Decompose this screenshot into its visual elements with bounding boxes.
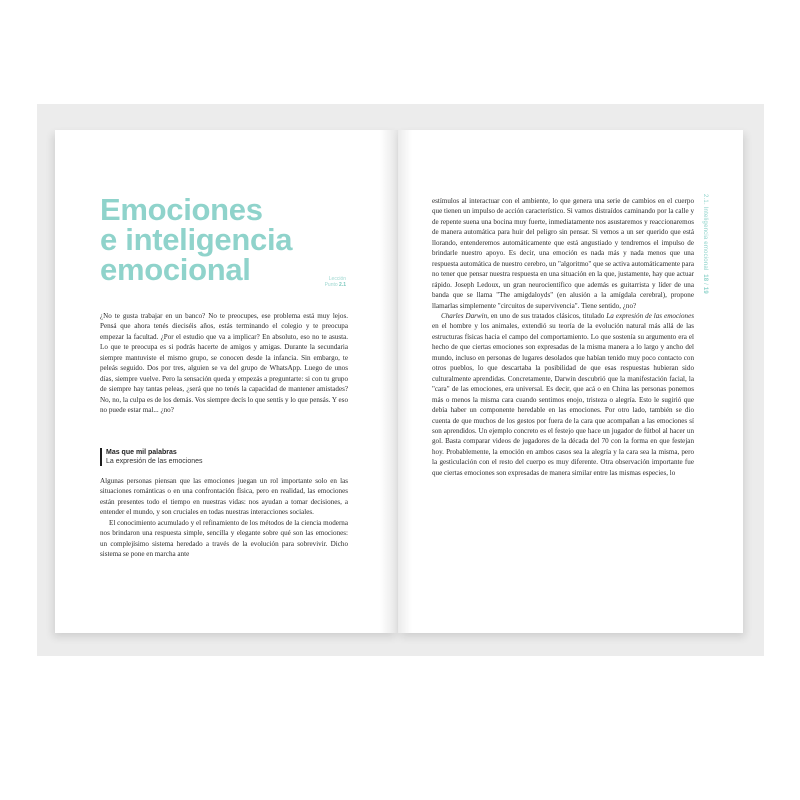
lesson-label: Lección <box>328 276 346 282</box>
lesson-point <box>302 282 346 288</box>
body-paragraph: Algunas personas piensan que las emociones juegan un rol importante solo en las situaciones románticas o en una confrontación física, pero en realidad, las emociones están presentes todo el tiempo en nuestras vidas: nos ayudan a tomar decisiones, a entender el mundo, y son cruciales en todas nuestras interacciones sociales. <box>100 477 348 517</box>
running-header-text <box>702 194 708 294</box>
lesson-sidenote <box>302 276 346 288</box>
chapter-title-line: Emociones <box>100 192 263 227</box>
point-number: 2.1 <box>339 282 346 288</box>
page-separator: / <box>702 283 708 286</box>
body-paragraph: estímulos al interactuar con el ambiente, lo que genera una serie de cambios en el cuerpo que tienen un impulso de acción característico. Si vamos distraídos caminando por la calle y de repente suena una bocina muy fuerte, inmediatamente nos asustaremos y reaccionaremos de manera automática para huir del peligro sin pensar. Si vemos a un ser querido que está llorando, entenderemos automáticamente que está angustiado y tendremos el impulso de brindarle nuestro apoyo. Es decir, una emoción es nada más y nada menos que una respuesta automática de nuestro cerebro, un "algoritmo" que se activa automáticamente para no tener que pensar nuestra respuesta en una situación en la que, justamente, hay que actuar rápido. Joseph Ledoux, un gran neurocientífico que además es guitarrista y líder de una banda que se llama "The amigdaloyds" (en alusión a la amígdala cerebral), propone llamarlas simplemente "circuitos de supervivencia". Tiene sentido, ¿no? <box>432 197 694 310</box>
chapter-title-line: emocional <box>100 252 251 287</box>
author-name: Charles Darwin <box>441 311 488 320</box>
page-number: 18 <box>702 274 708 282</box>
gutter-shadow <box>398 130 412 633</box>
chapter-title <box>100 192 330 287</box>
section-title: Mas que mil palabras <box>106 449 177 456</box>
right-page <box>398 130 743 633</box>
paragraph-text: , en uno de sus tratados clásicos, titulado <box>487 311 607 320</box>
body-paragraph: El conocimiento acumulado y el refinamiento de los métodos de la ciencia moderna nos brindaron una respuesta simple, sencilla y elegante sobre qué son las emociones: un complejísimo sistema heredado a través de la evolución para sobrevivir. Dicho sistema se pone en marcha ante <box>100 518 348 559</box>
right-body-text <box>432 196 694 478</box>
gutter-shadow <box>380 130 398 633</box>
chapter-title-line: e inteligencia <box>100 222 293 257</box>
running-header-section: 2.1. Inteligencia emocional <box>702 194 708 271</box>
book-title: La expresión de las emociones <box>606 311 694 320</box>
body-paragraph <box>432 311 694 478</box>
section-subtitle: La expresión de las emociones <box>106 458 203 465</box>
point-label: Punto <box>324 282 338 288</box>
running-header <box>698 194 710 464</box>
paragraph-text: en el hombre y los animales, extendió su teoría de la evolución natural más allá de las estructuras físicas hacia el campo del comportamiento. Lo que sostenía su argumento era el hecho de que ciertas emociones son expresadas de la misma manera a lo largo y ancho del mundo, incluso en personas de lugares desolados que habían tenido muy poco contacto con otros pueblos, lo que descartaba la posibilidad de que esas respuestas hubieran sido culturalmente aprendidas. Concretamente, Darwin descubrió que la manifestación facial, la "cara" de las emociones, era universal. Es decir, que acá o en China las personas ponemos más o menos la misma cara cuando sentimos enojo, tristeza o alegría. Esto le sugirió que debía haber un componente heredable en las emociones. Por otro lado, también se dio cuenta de que muchos de los gestos por fuera de la cara que acompañan a las emociones sí son aprendidos. Un ejemplo concreto es el festejo que hace un jugador de fútbol al hacer un gol. Basta comparar videos de jugadores de la década del 70 con la forma en que festejan hoy. Probablemente, la emoción en ambos casos sea la alegría y la cara sea la misma, pero la gesticulación con el resto del cuerpo es muy diferente. Otra observación importante fue que ciertas emociones son expresadas de manera similar entre las mismas especies, lo <box>432 322 694 477</box>
left-body-text <box>100 476 348 560</box>
intro-paragraph: ¿No te gusta trabajar en un banco? No te preocupes, ese problema está muy lejos. Pensá que ahora tenés dieciséis años, estás terminando el colegio y te preocupa empezar la facultad. ¿Por el estudio que va a implicar? En absoluto, eso no te asusta. Lo que te preocupa es si podrás hacerte de amigos y amigas. Durante la secundaria siempre mantuviste el mismo grupo, se conocen desde la infancia. Sin embargo, te peleás seguido. Dos por tres, alguien se va del grupo de WhatsApp. Luego de unos días, siempre vuelve. Pero la sensación queda y empezás a preguntarte: si con tu grupo de siempre hay tantas peleas, ¿será que no tenés la capacidad de mantener amistades? No, no, la culpa es de los demás. Vos siempre decís lo que sentís y lo que pensás. Y eso no puede estar mal... ¿no? <box>100 312 348 415</box>
section-heading <box>100 448 354 466</box>
left-page <box>55 130 398 633</box>
page-number-next: 19 <box>702 286 708 294</box>
